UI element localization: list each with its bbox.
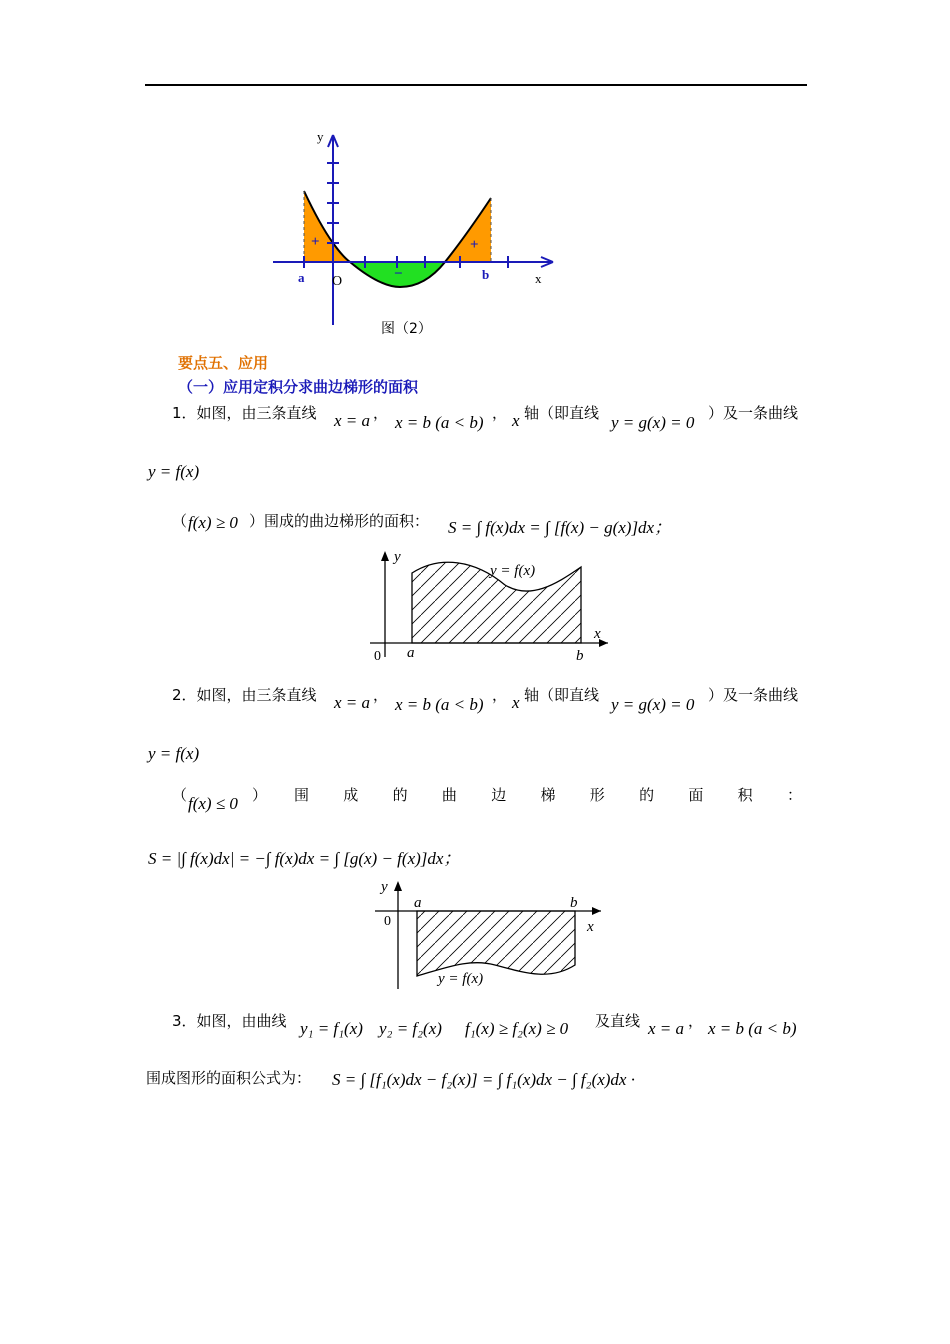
item1-cond-text: ）围成的曲边梯形的面积： [249,512,430,530]
x-axis-label: x [535,271,542,286]
item2-sep1: ， [373,686,389,704]
item3-line2: 围成图形的面积公式为： [146,1069,312,1087]
item2-sep2: ， [492,686,508,704]
item3-eq-xa: x = a [648,1019,685,1038]
spread-char: 积 [737,786,753,804]
fig2-zero: 0 [384,914,391,929]
spread-char: 的 [639,786,655,804]
fig1-curve-label: y = f(x) [490,563,536,579]
spread-char: 曲 [441,786,457,804]
item1-eq-xa: x = a [334,411,371,430]
item1-eq-xb: x = b (a < b) [395,413,484,432]
item2-cond-close: ） [252,786,268,804]
spread-char: ： [786,786,802,804]
spread-char: 形 [589,786,605,804]
item2-eq-xa: x = a [334,693,371,712]
section-heading: 要点五、应用 [178,354,269,372]
section-subheading: （一）应用定积分求曲边梯形的面积 [178,378,419,396]
item1-prefix: 1．如图，由三条直线 [172,404,317,422]
item1-axis-text: 轴（即直线 [524,404,600,422]
positive-area-figure [365,545,615,665]
item2-spread-text [294,784,802,805]
hatched-region [417,911,575,976]
item1-sep2: ， [492,404,508,422]
plus-left: + [311,234,320,250]
item3-curve1: y₁ = f₁(x) [300,1019,363,1038]
fig2-x: x [587,919,594,935]
item1-eq-yg: y = g(x) = 0 [611,413,695,432]
fig1-zero: 0 [374,649,381,664]
spread-char: 成 [343,786,359,804]
item2-x-var: x [512,693,520,712]
item3-prefix: 3．如图，由曲线 [172,1012,287,1030]
item3-curve2: y₂ = f₂(x) [379,1019,442,1038]
item1-sep1: ， [373,404,389,422]
item2-axis-text: 轴（即直线 [524,686,600,704]
negative-area-figure [365,873,615,993]
item2-cond: f(x) ≤ 0 [188,794,238,813]
item1-cond-open: （ [172,512,188,530]
origin-label: O [332,274,343,289]
area-sign-figure [265,125,565,340]
fig2-a: a [414,895,422,911]
spread-char: 面 [688,786,704,804]
fig2-b: b [570,895,578,911]
spread-char: 梯 [540,786,556,804]
item1-formula: S = ∫ f(x)dx = ∫ [f(x) − g(x)]dx； [448,518,672,537]
item3-formula: S = ∫ [f₁(x)dx − f₂(x)] = ∫ f₁(x)dx − ∫ f₂(x)dx · [332,1070,635,1089]
item1-cond: f(x) ≥ 0 [188,513,238,532]
item2-curve: y = f(x) [148,744,200,763]
minus-label: − [394,266,403,282]
y-axis-label: y [317,129,324,144]
item2-cond-open: （ [172,786,188,804]
plus-right: + [470,237,479,253]
fig2-curve-label: y = f(x) [438,971,484,987]
figure-caption: 图（2） [381,321,432,337]
item3-cond: f₁(x) ≥ f₂(x) ≥ 0 [465,1019,569,1038]
fig1-a: a [407,645,415,661]
item2-eq-xb: x = b (a < b) [395,695,484,714]
fig1-y: y [394,549,401,565]
item1-suffix: ）及一条曲线 [708,404,799,422]
spread-char: 的 [392,786,408,804]
item2-prefix: 2．如图，由三条直线 [172,686,317,704]
fig2-y: y [381,879,388,895]
label-b: b [482,267,490,282]
spread-char: 边 [491,786,507,804]
fig1-b: b [576,648,584,664]
item2-eq-yg: y = g(x) = 0 [611,695,695,714]
spread-char: 围 [294,786,310,804]
item1-x-var: x [512,411,520,430]
fig1-x: x [594,626,601,642]
positive-region-left [304,191,350,262]
item2-suffix: ）及一条曲线 [708,686,799,704]
item2-formula: S = |∫ f(x)dx| = −∫ f(x)dx = ∫ [g(x) − f(x)]dx； [148,849,461,868]
item3-sep: ， [688,1012,704,1030]
label-a: a [298,270,305,285]
item3-mid: 及直线 [595,1012,641,1030]
item3-eq-xb: x = b (a < b) [708,1019,797,1038]
header-rule [145,84,807,86]
item1-curve: y = f(x) [148,462,200,481]
